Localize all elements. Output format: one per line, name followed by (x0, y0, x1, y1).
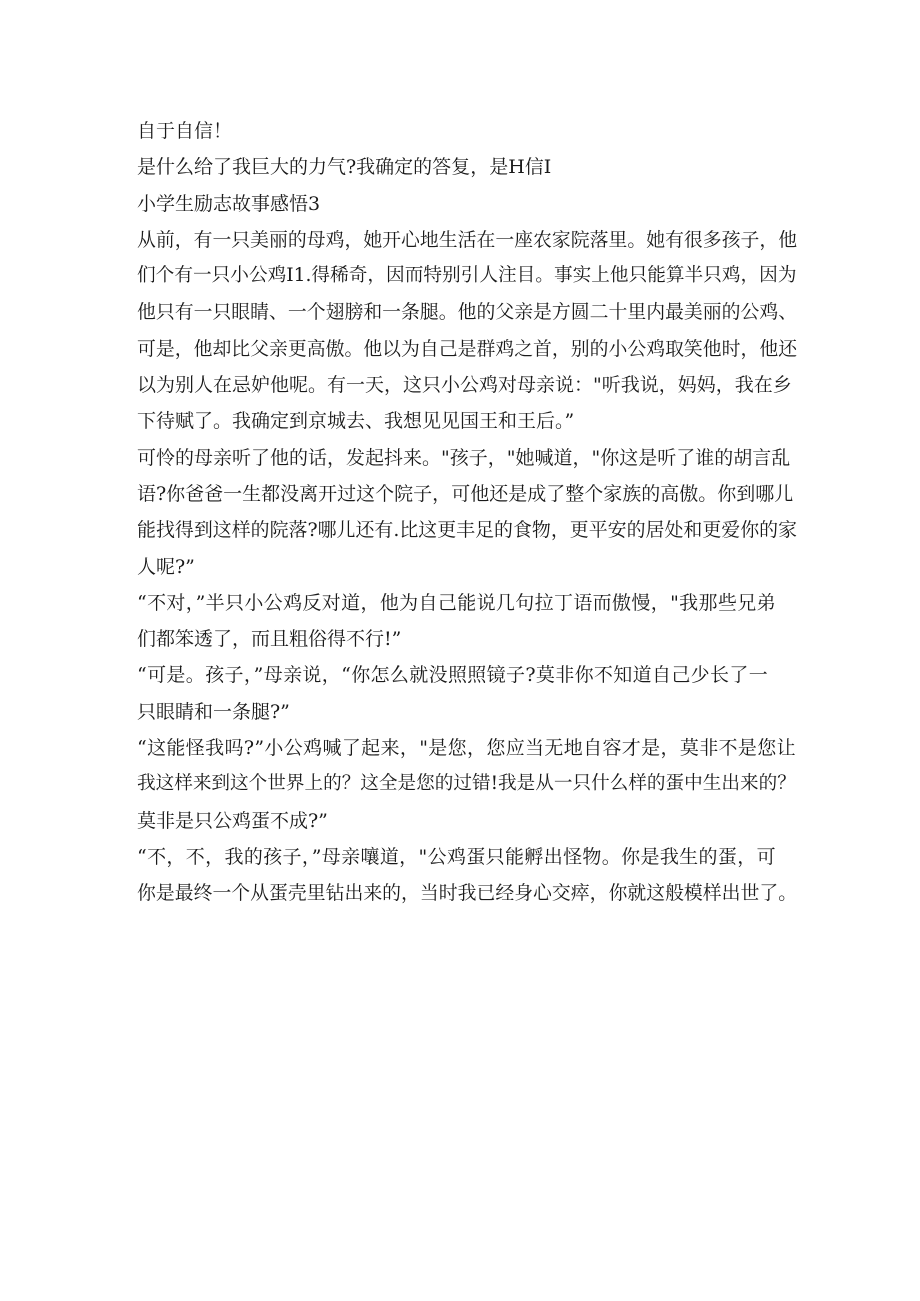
text-line: 下待赋了。我确定到京城去、我想见见国王和王后。” (137, 410, 575, 433)
section-heading: 小学生励志故事感悟3 (137, 192, 321, 215)
text-line: 你是最终一个从蛋壳里钻出来的，当时我已经身心交瘁，你就这般模样出世了。 (137, 882, 798, 905)
text-line: 可是，他却比父亲更高傲。他以为自己是群鸡之首，别的小公鸡取笑他时，他还 (137, 337, 798, 360)
text-line: 能找得到这样的院落?哪儿还有.比这更丰足的食物，更平安的居处和更爱你的家 (137, 519, 798, 542)
text-line: “这能怪我吗?”小公鸡喊了起来，"是您，您应当无地自容才是，莫非不是您让 (137, 737, 796, 760)
text-line: 从前，有一只美丽的母鸡，她开心地生活在一座农家院落里。她有很多孩子，他 (137, 228, 798, 251)
text-line: 人呢?” (137, 555, 195, 578)
text-line: “不对，”半只小公鸡反对道，他为自己能说几句拉丁语而傲慢，"我那些兄弟 (137, 591, 776, 614)
text-line: 莫非是只公鸡蛋不成?” (137, 809, 328, 832)
text-line: 语?你爸爸一生都没离开过这个院子，可他还是成了整个家族的高傲。你到哪儿 (137, 482, 794, 505)
text-line: 我这样来到这个世界上的？这全是您的过错!我是从一只什么样的蛋中生出来的？ (137, 773, 796, 795)
document-body (137, 113, 797, 912)
text-line: 是什么给了我巨大的力气?我确定的答复，是H信I (137, 156, 552, 179)
text-line: 他只有一只眼睛、一个翅膀和一条腿。他的父亲是方圆二十里内最美丽的公鸡、 (137, 301, 798, 324)
text-line: 们个有一只小公鸡I1.得稀奇，因而特别引人注目。事实上他只能算半只鸡，因为 (137, 265, 797, 287)
text-line: 们都笨透了，而且粗俗得不行!” (137, 628, 402, 651)
text-line: “可是。孩子，”母亲说，“你怎么就没照照镜子?莫非你不知道自己少长了一 (137, 664, 769, 687)
text-line: 以为别人在忌妒他呢。有一天，这只小公鸡对母亲说："听我说，妈妈，我在乡 (137, 374, 792, 397)
text-line: 自于自信！ (137, 120, 233, 142)
text-line: 只眼睛和一条腿?” (137, 700, 290, 723)
text-line: “不，不，我的孩子，”母亲嚷道，"公鸡蛋只能孵出怪物。你是我生的蛋，可 (137, 845, 776, 868)
text-line: 可怜的母亲听了他的话，发起抖来。"孩子，"她喊道，"你这是听了谁的胡言乱 (137, 446, 791, 469)
